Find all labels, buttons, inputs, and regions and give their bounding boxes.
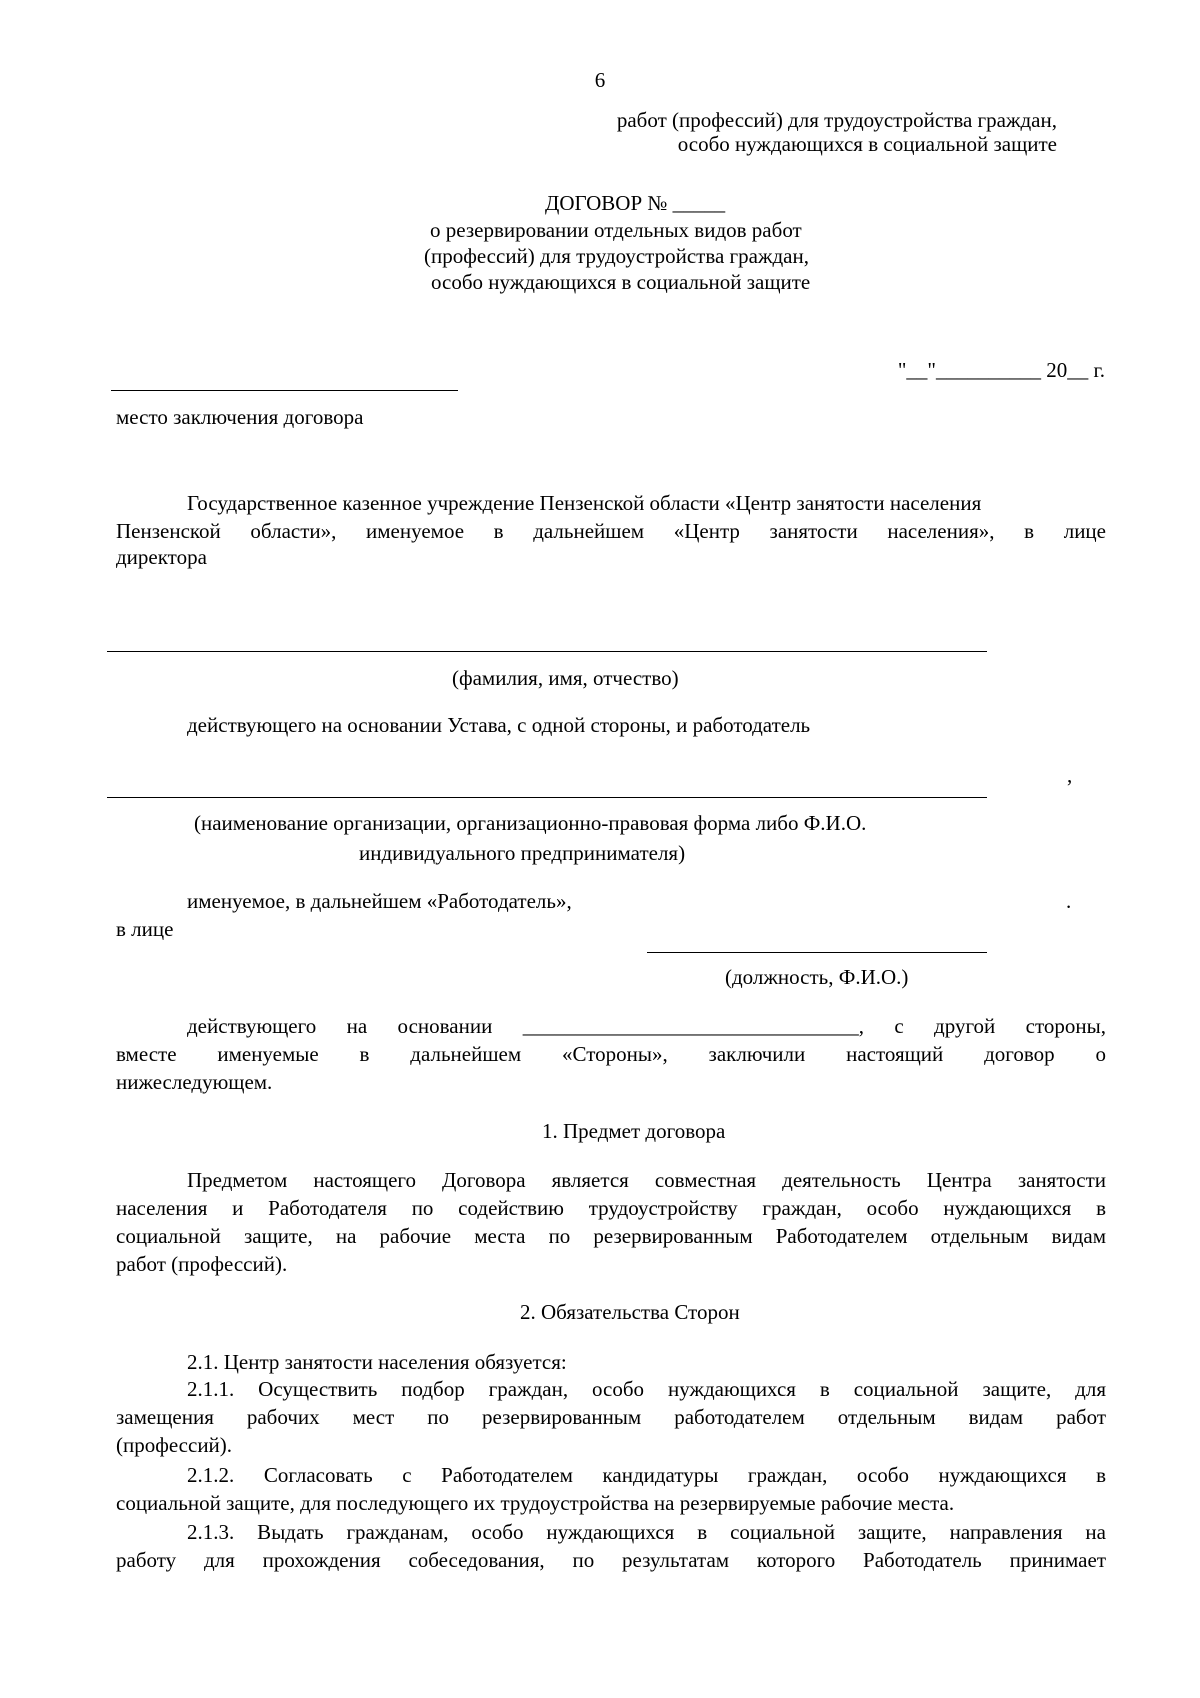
section-1-line-2: населения и Работодателя по содействию трудоустройству граждан, особо нуждающихся в [116, 1196, 1106, 1220]
appendix-header-line-2: особо нуждающихся в социальной защите [677, 132, 1057, 156]
section-1-line-4: работ (профессий). [116, 1252, 288, 1276]
period-mark: . [1066, 889, 1072, 913]
place-caption: место заключения договора [116, 405, 364, 429]
clause-2-1-1-line-2: замещения рабочих мест по резервированным работодателем отдельным видам работ [116, 1405, 1106, 1429]
preamble-line-2: Пензенской области», именуемое в дальнейшем «Центр занятости населения», в лице [116, 519, 1106, 543]
section-1-heading: 1. Предмет договора [542, 1119, 726, 1143]
contract-subtitle-line-1: о резервировании отдельных видов работ [430, 218, 802, 242]
employer-named-text: именуемое, в дальнейшем «Работодатель», [187, 889, 572, 913]
appendix-header-line-1: работ (профессий) для трудоустройства граждан, [616, 108, 1057, 132]
acting-other-line-3: нижеследующем. [116, 1070, 273, 1094]
place-blank-line [111, 390, 458, 391]
clause-2-1-1-line-1: 2.1.1. Осуществить подбор граждан, особо нуждающихся в социальной защите, для [187, 1377, 1106, 1401]
preamble-line-3: директора [116, 545, 207, 569]
employer-name-blank-line [107, 797, 987, 798]
contract-subtitle-line-2: (профессий) для трудоустройства граждан, [424, 244, 809, 268]
org-caption-line-2: индивидуального предпринимателя) [359, 841, 686, 865]
page-number: 6 [594, 68, 606, 92]
acting-other-line-1: действующего на основании ________________________________, с другой стороны, [187, 1014, 1106, 1038]
contract-title: ДОГОВОР № _____ [545, 191, 726, 215]
contract-date-line: "__"__________ 20__ г. [897, 358, 1105, 382]
acting-basis-text: действующего на основании Устава, с одной стороны, и работодатель [187, 713, 811, 737]
director-name-blank-line [107, 651, 987, 652]
section-1-line-1: Предметом настоящего Договора является совместная деятельность Центра занятости [187, 1168, 1106, 1192]
contract-subtitle-line-3: особо нуждающихся в социальной защите [431, 270, 811, 294]
section-2-heading: 2. Обязательства Сторон [520, 1300, 740, 1324]
acting-other-line-2: вместе именуемые в дальнейшем «Стороны», заключили настоящий договор о [116, 1042, 1106, 1066]
in-person-text: в лице [116, 917, 174, 941]
clause-2-1-2-line-2: социальной защите, для последующего их трудоустройства на резервируемые рабочие места. [116, 1491, 955, 1515]
org-caption-line-1: (наименование организации, организационно-правовая форма либо Ф.И.О. [194, 811, 867, 835]
clause-2-1-1-line-3: (профессий). [116, 1433, 233, 1457]
clause-2-1-3-line-1: 2.1.3. Выдать гражданам, особо нуждающихся в социальной защите, направления на [187, 1520, 1106, 1544]
section-1-line-3: социальной защите, на рабочие места по резервированным Работодателем отдельным видам [116, 1224, 1106, 1248]
clause-2-1-3-line-2: работу для прохождения собеседования, по результатам которого Работодатель принимает [116, 1548, 1106, 1572]
clause-2-1: 2.1. Центр занятости населения обязуется: [187, 1350, 567, 1374]
position-caption: (должность, Ф.И.О.) [725, 965, 909, 989]
fio-caption: (фамилия, имя, отчество) [452, 666, 679, 690]
preamble-line-1: Государственное казенное учреждение Пензенской области «Центр занятости населения [187, 491, 982, 515]
comma-mark: , [1067, 763, 1073, 787]
clause-2-1-2-line-1: 2.1.2. Согласовать с Работодателем кандидатуры граждан, особо нуждающихся в [187, 1463, 1106, 1487]
position-blank-line [647, 952, 987, 953]
